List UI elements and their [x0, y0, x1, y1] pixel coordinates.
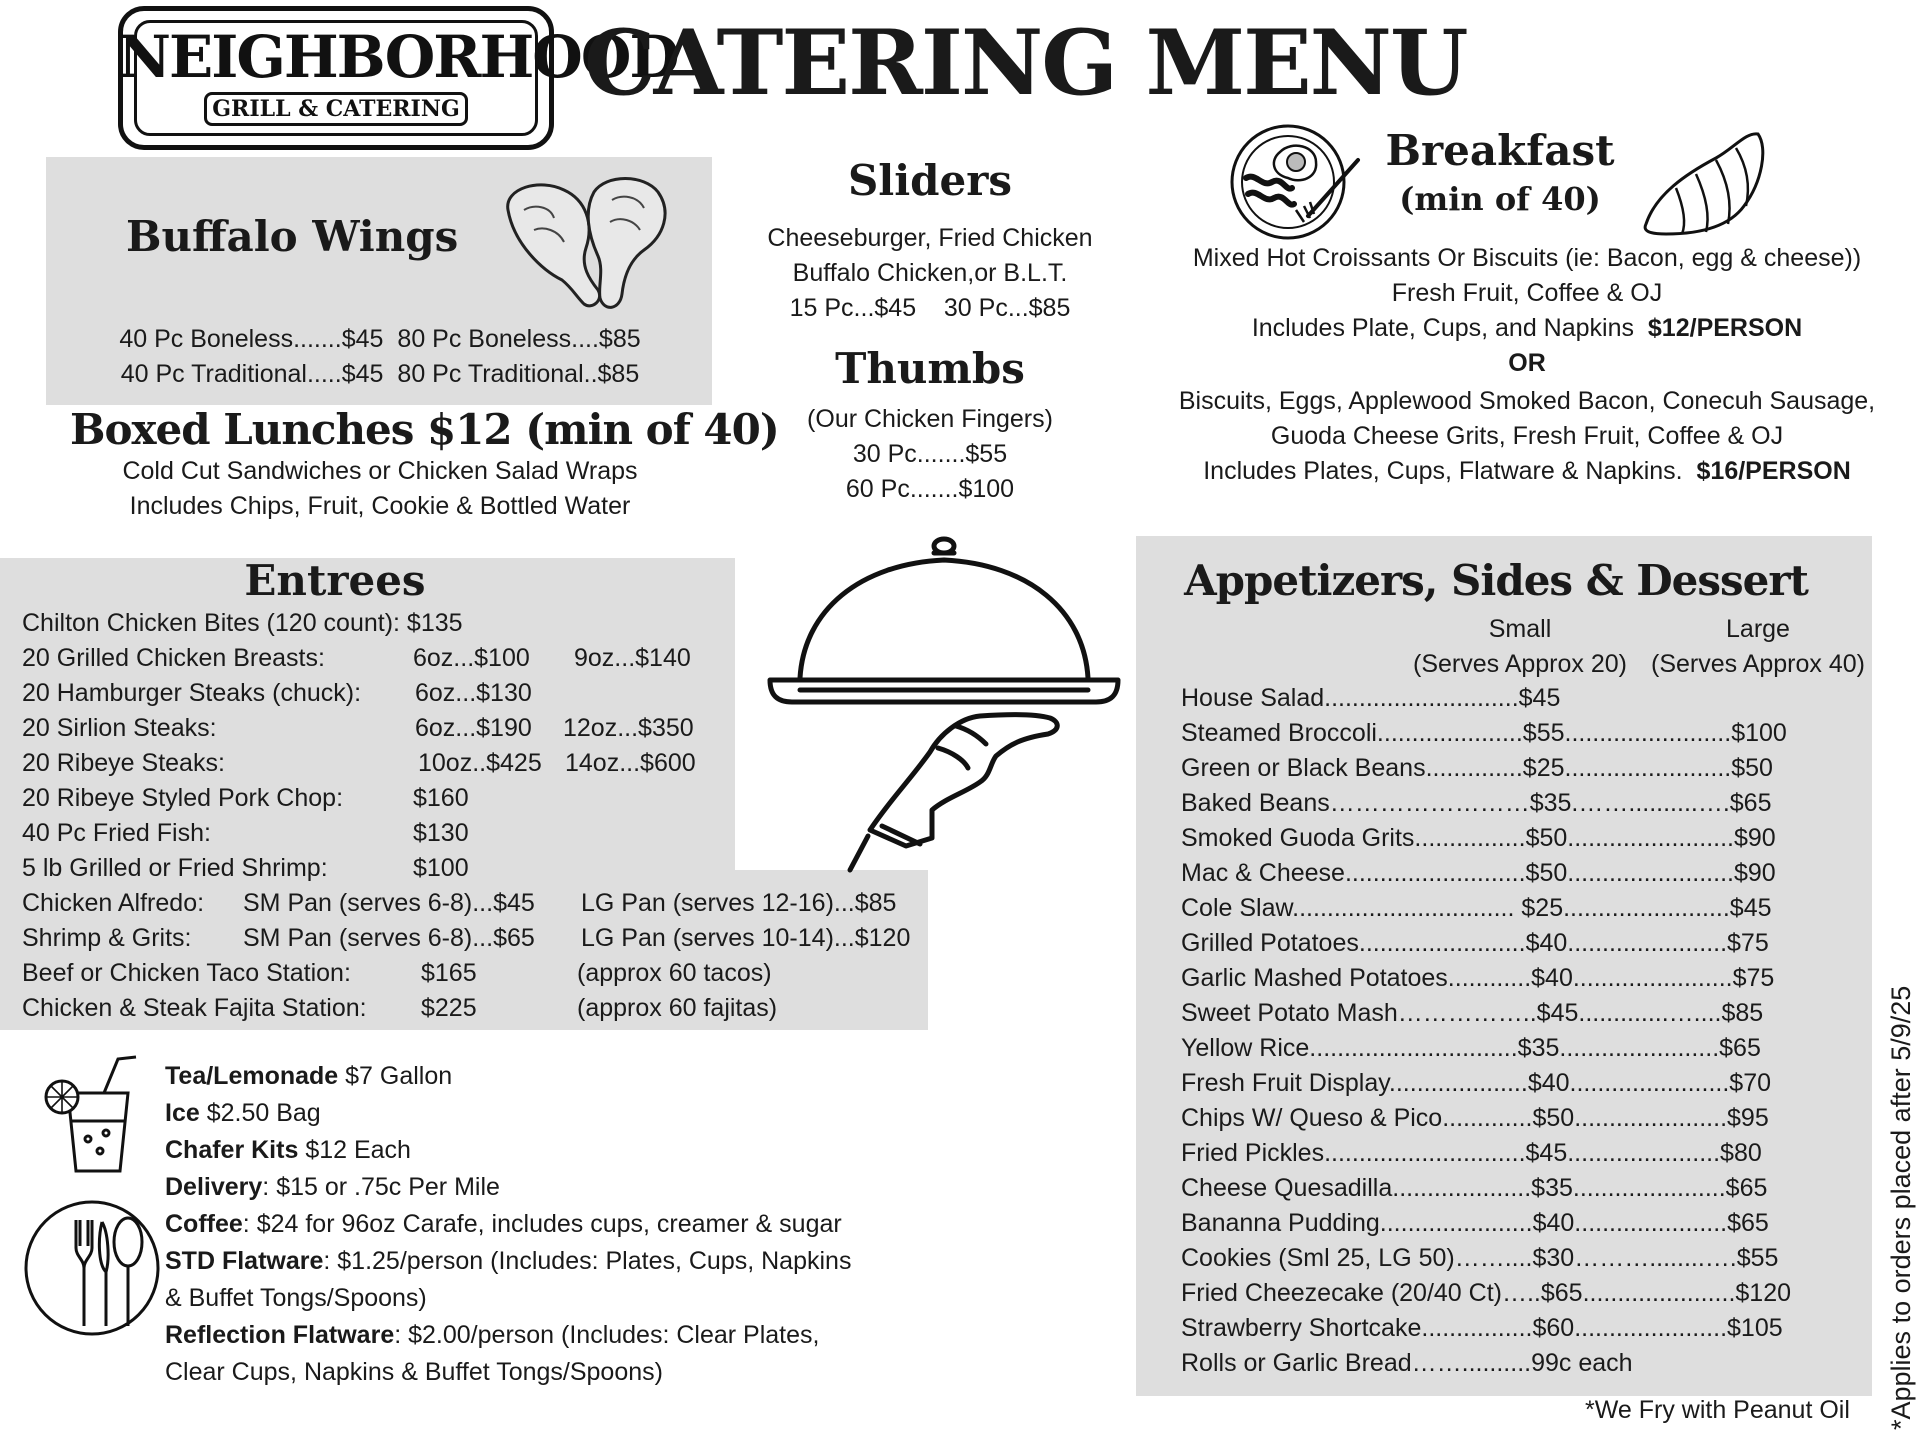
appetizers-list	[1181, 681, 1791, 1381]
cutlery-icon	[18, 1198, 168, 1338]
peanut-oil-note: *We Fry with Peanut Oil	[1585, 1396, 1850, 1424]
appetizer-row: Steamed Broccoli.....................$55........................$100	[1181, 719, 1787, 747]
extras-item	[165, 1169, 925, 1206]
entree-price: 10oz..$425	[418, 749, 542, 777]
entree-name: Chicken & Steak Fajita Station:	[22, 994, 367, 1022]
extras-text: & Buffet Tongs/Spoons)	[165, 1284, 427, 1312]
applies-date-note: *Applies to orders placed after 5/9/25	[1886, 985, 1916, 1430]
entree-note: (approx 60 fajitas)	[577, 994, 778, 1022]
extras-item	[165, 1132, 925, 1169]
wings-title: Buffalo Wings	[126, 212, 459, 261]
entree-sm-pan: SM Pan (serves 6-8)...$65	[243, 924, 535, 952]
entrees-title: Entrees	[244, 556, 426, 605]
serves-label: (Serves Approx 20)	[1413, 650, 1627, 678]
appetizer-row: Cole Slaw................................ $25........................$45	[1181, 894, 1772, 922]
boxed-lunches-title: Boxed Lunches $12 (min of 40)	[70, 405, 779, 454]
extras-item	[165, 1243, 925, 1280]
entree-name: 20 Grilled Chicken Breasts:	[22, 644, 325, 672]
appetizer-row: Yellow Rice..............................$35.......................$65	[1181, 1034, 1761, 1062]
breakfast-line	[1162, 311, 1892, 346]
sliders-line: Buffalo Chicken,or B.L.T.	[792, 259, 1068, 287]
entree-price: $130	[413, 819, 469, 847]
extras-item	[165, 1354, 925, 1391]
sliders-text	[740, 221, 1120, 326]
breakfast-or: OR	[1508, 349, 1546, 377]
logo	[118, 6, 678, 150]
boxed-line: Cold Cut Sandwiches or Chicken Salad Wraps	[122, 457, 638, 485]
appetizer-row: Cookies (Sml 25, LG 50)……....$30………........….$55	[1181, 1244, 1779, 1272]
entree-name: Shrimp & Grits:	[22, 924, 192, 952]
wings-prices	[70, 322, 690, 392]
entree-price: 6oz...$190	[415, 714, 532, 742]
extras-item	[165, 1280, 925, 1317]
appetizers-small-header	[1390, 612, 1650, 682]
entree-name: Beef or Chicken Taco Station:	[22, 959, 351, 987]
entree-price: $100	[413, 854, 469, 882]
appetizer-row: Fried Pickles.............................$45......................$80	[1181, 1139, 1762, 1167]
entree-price: 9oz...$140	[574, 644, 691, 672]
extras-label: Delivery	[165, 1173, 263, 1201]
appetizer-row: Strawberry Shortcake................$60......................$105	[1181, 1314, 1783, 1342]
appetizer-row: Baked Beans……………………$35.……..........….$65	[1181, 789, 1772, 817]
serves-label: (Serves Approx 40)	[1651, 650, 1865, 678]
extras-text: : $24 for 96oz Carafe, includes cups, creamer & sugar	[242, 1210, 842, 1238]
appetizer-row: Green or Black Beans..............$25........................$50	[1181, 754, 1773, 782]
extras-label: Ice	[165, 1099, 200, 1127]
breakfast-line: Fresh Fruit, Coffee & OJ	[1391, 279, 1663, 307]
sliders-line: Cheeseburger, Fried Chicken	[767, 224, 1093, 252]
appetizer-row: Bananna Pudding......................$40......................$65	[1181, 1209, 1769, 1237]
wings-price: 40 Pc Traditional.....$45	[120, 360, 384, 388]
breakfast-includes: Includes Plates, Cups, Flatware & Napkins.	[1203, 457, 1683, 485]
extras-text: Clear Cups, Napkins & Buffet Tongs/Spoons)	[165, 1358, 663, 1386]
extras-list	[165, 1058, 925, 1391]
size-label: Small	[1488, 615, 1552, 643]
appetizer-row: Fresh Fruit Display....................$40.......................$70	[1181, 1069, 1772, 1097]
appetizer-row: Garlic Mashed Potatoes............$40.......................$75	[1181, 964, 1775, 992]
appetizers-large-header	[1628, 612, 1888, 682]
wings-price: 80 Pc Traditional..$85	[397, 360, 640, 388]
extras-text: $12 Each	[298, 1136, 411, 1164]
breakfast-price: $12/PERSON	[1647, 314, 1803, 342]
entree-name: Chicken Alfredo:	[22, 889, 205, 917]
sliders-title: Sliders	[847, 156, 1013, 205]
entree-price: $160	[413, 784, 469, 812]
extras-item	[165, 1317, 925, 1354]
extras-item	[165, 1206, 925, 1243]
boxed-lunches-text	[60, 454, 700, 524]
entree-price: 14oz...$600	[565, 749, 696, 777]
thumbs-line: 30 Pc.......$55	[852, 440, 1008, 468]
entree-note: (approx 60 tacos)	[577, 959, 772, 987]
appetizer-row: Mac & Cheese..........................$50........................$90	[1181, 859, 1776, 887]
cloche-icon	[760, 530, 1130, 896]
breakfast-min: (min of 40)	[1399, 180, 1601, 218]
breakfast-title: Breakfast	[1385, 126, 1615, 175]
entree-name: 20 Sirlion Steaks:	[22, 714, 217, 742]
extras-text: $7 Gallon	[338, 1062, 453, 1090]
breakfast-line: Biscuits, Eggs, Applewood Smoked Bacon, Conecuh Sausage,	[1178, 387, 1876, 415]
sliders-line: 15 Pc...$45 30 Pc...$85	[789, 294, 1071, 322]
entree-name: 20 Ribeye Styled Pork Chop:	[22, 784, 344, 812]
entree-sm-pan: SM Pan (serves 6-8)...$45	[243, 889, 535, 917]
boxed-line: Includes Chips, Fruit, Cookie & Bottled Water	[129, 492, 631, 520]
entree-name: Chilton Chicken Bites (120 count): $135	[22, 609, 463, 637]
entree-name: 20 Ribeye Steaks:	[22, 749, 225, 777]
extras-label: Coffee	[165, 1210, 243, 1238]
wings-price: 80 Pc Boneless....$85	[397, 325, 641, 353]
entree-lg-pan: LG Pan (serves 10-14)...$120	[581, 924, 911, 952]
extras-text: : $1.25/person (Includes: Plates, Cups, Napkins	[323, 1247, 852, 1275]
entree-price: $165	[421, 959, 477, 987]
appetizer-row: Chips W/ Queso & Pico.............$50......................$95	[1181, 1104, 1769, 1132]
breakfast-includes: Includes Plate, Cups, and Napkins	[1251, 314, 1634, 342]
appetizer-row: Grilled Potatoes........................$40.......................$75	[1181, 929, 1769, 957]
breakfast-text	[1162, 241, 1892, 489]
entree-name: 40 Pc Fried Fish:	[22, 819, 211, 847]
breakfast-line: Mixed Hot Croissants Or Biscuits (ie: Bacon, egg & cheese))	[1192, 244, 1862, 272]
thumbs-text	[740, 402, 1120, 507]
entree-lg-pan: LG Pan (serves 12-16)...$85	[581, 889, 897, 917]
drink-icon	[40, 1055, 140, 1175]
extras-label: Chafer Kits	[165, 1136, 299, 1164]
thumbs-line: (Our Chicken Fingers)	[807, 405, 1053, 433]
appetizer-row: Rolls or Garlic Bread……..........99c each	[1181, 1349, 1633, 1377]
entree-price: 12oz...$350	[563, 714, 694, 742]
croissant-icon	[1636, 124, 1768, 240]
extras-item	[165, 1095, 925, 1132]
entree-name: 20 Hamburger Steaks (chuck):	[22, 679, 362, 707]
logo-sub: GRILL & CATERING	[204, 92, 468, 126]
appetizer-row: Fried Cheezecake (20/40 Ct)…..$65......................$120	[1181, 1279, 1792, 1307]
page-title: CATERING MENU	[584, 10, 1467, 116]
extras-text: : $2.00/person (Includes: Clear Plates,	[394, 1321, 820, 1349]
extras-item	[165, 1058, 925, 1095]
entree-name: 5 lb Grilled or Fried Shrimp:	[22, 854, 328, 882]
wings-price-row	[70, 357, 690, 392]
wings-price: 40 Pc Boneless.......$45	[119, 325, 384, 353]
entree-price: 6oz...$130	[415, 679, 532, 707]
breakfast-line	[1162, 454, 1892, 489]
wings-icon	[494, 170, 674, 318]
size-label: Large	[1726, 615, 1790, 643]
extras-text: : $15 or .75c Per Mile	[262, 1173, 500, 1201]
appetizer-row: Sweet Potato Mash……………..$45.............…....$85	[1181, 999, 1764, 1027]
extras-label: Tea/Lemonade	[165, 1062, 339, 1090]
appetizer-row: Cheese Quesadilla....................$35......................$65	[1181, 1174, 1768, 1202]
extras-text: $2.50 Bag	[199, 1099, 321, 1127]
appetizer-row: Smoked Guoda Grits................$50........................$90	[1181, 824, 1776, 852]
wings-price-row	[70, 322, 690, 357]
entree-price: $225	[421, 994, 477, 1022]
plate-icon	[1226, 122, 1366, 242]
breakfast-price: $16/PERSON	[1696, 457, 1851, 485]
extras-label: STD Flatware	[165, 1247, 324, 1275]
entree-price: 6oz...$100	[413, 644, 530, 672]
breakfast-line: Guoda Cheese Grits, Fresh Fruit, Coffee & OJ	[1270, 422, 1784, 450]
appetizer-row: House Salad............................$45	[1181, 684, 1561, 712]
appetizers-title: Appetizers, Sides & Dessert	[1184, 556, 1808, 605]
thumbs-title: Thumbs	[835, 344, 1025, 393]
thumbs-line: 60 Pc.......$100	[845, 475, 1015, 503]
logo-main: NEIGHBORHOOD	[118, 23, 678, 91]
extras-label: Reflection Flatware	[165, 1321, 395, 1349]
